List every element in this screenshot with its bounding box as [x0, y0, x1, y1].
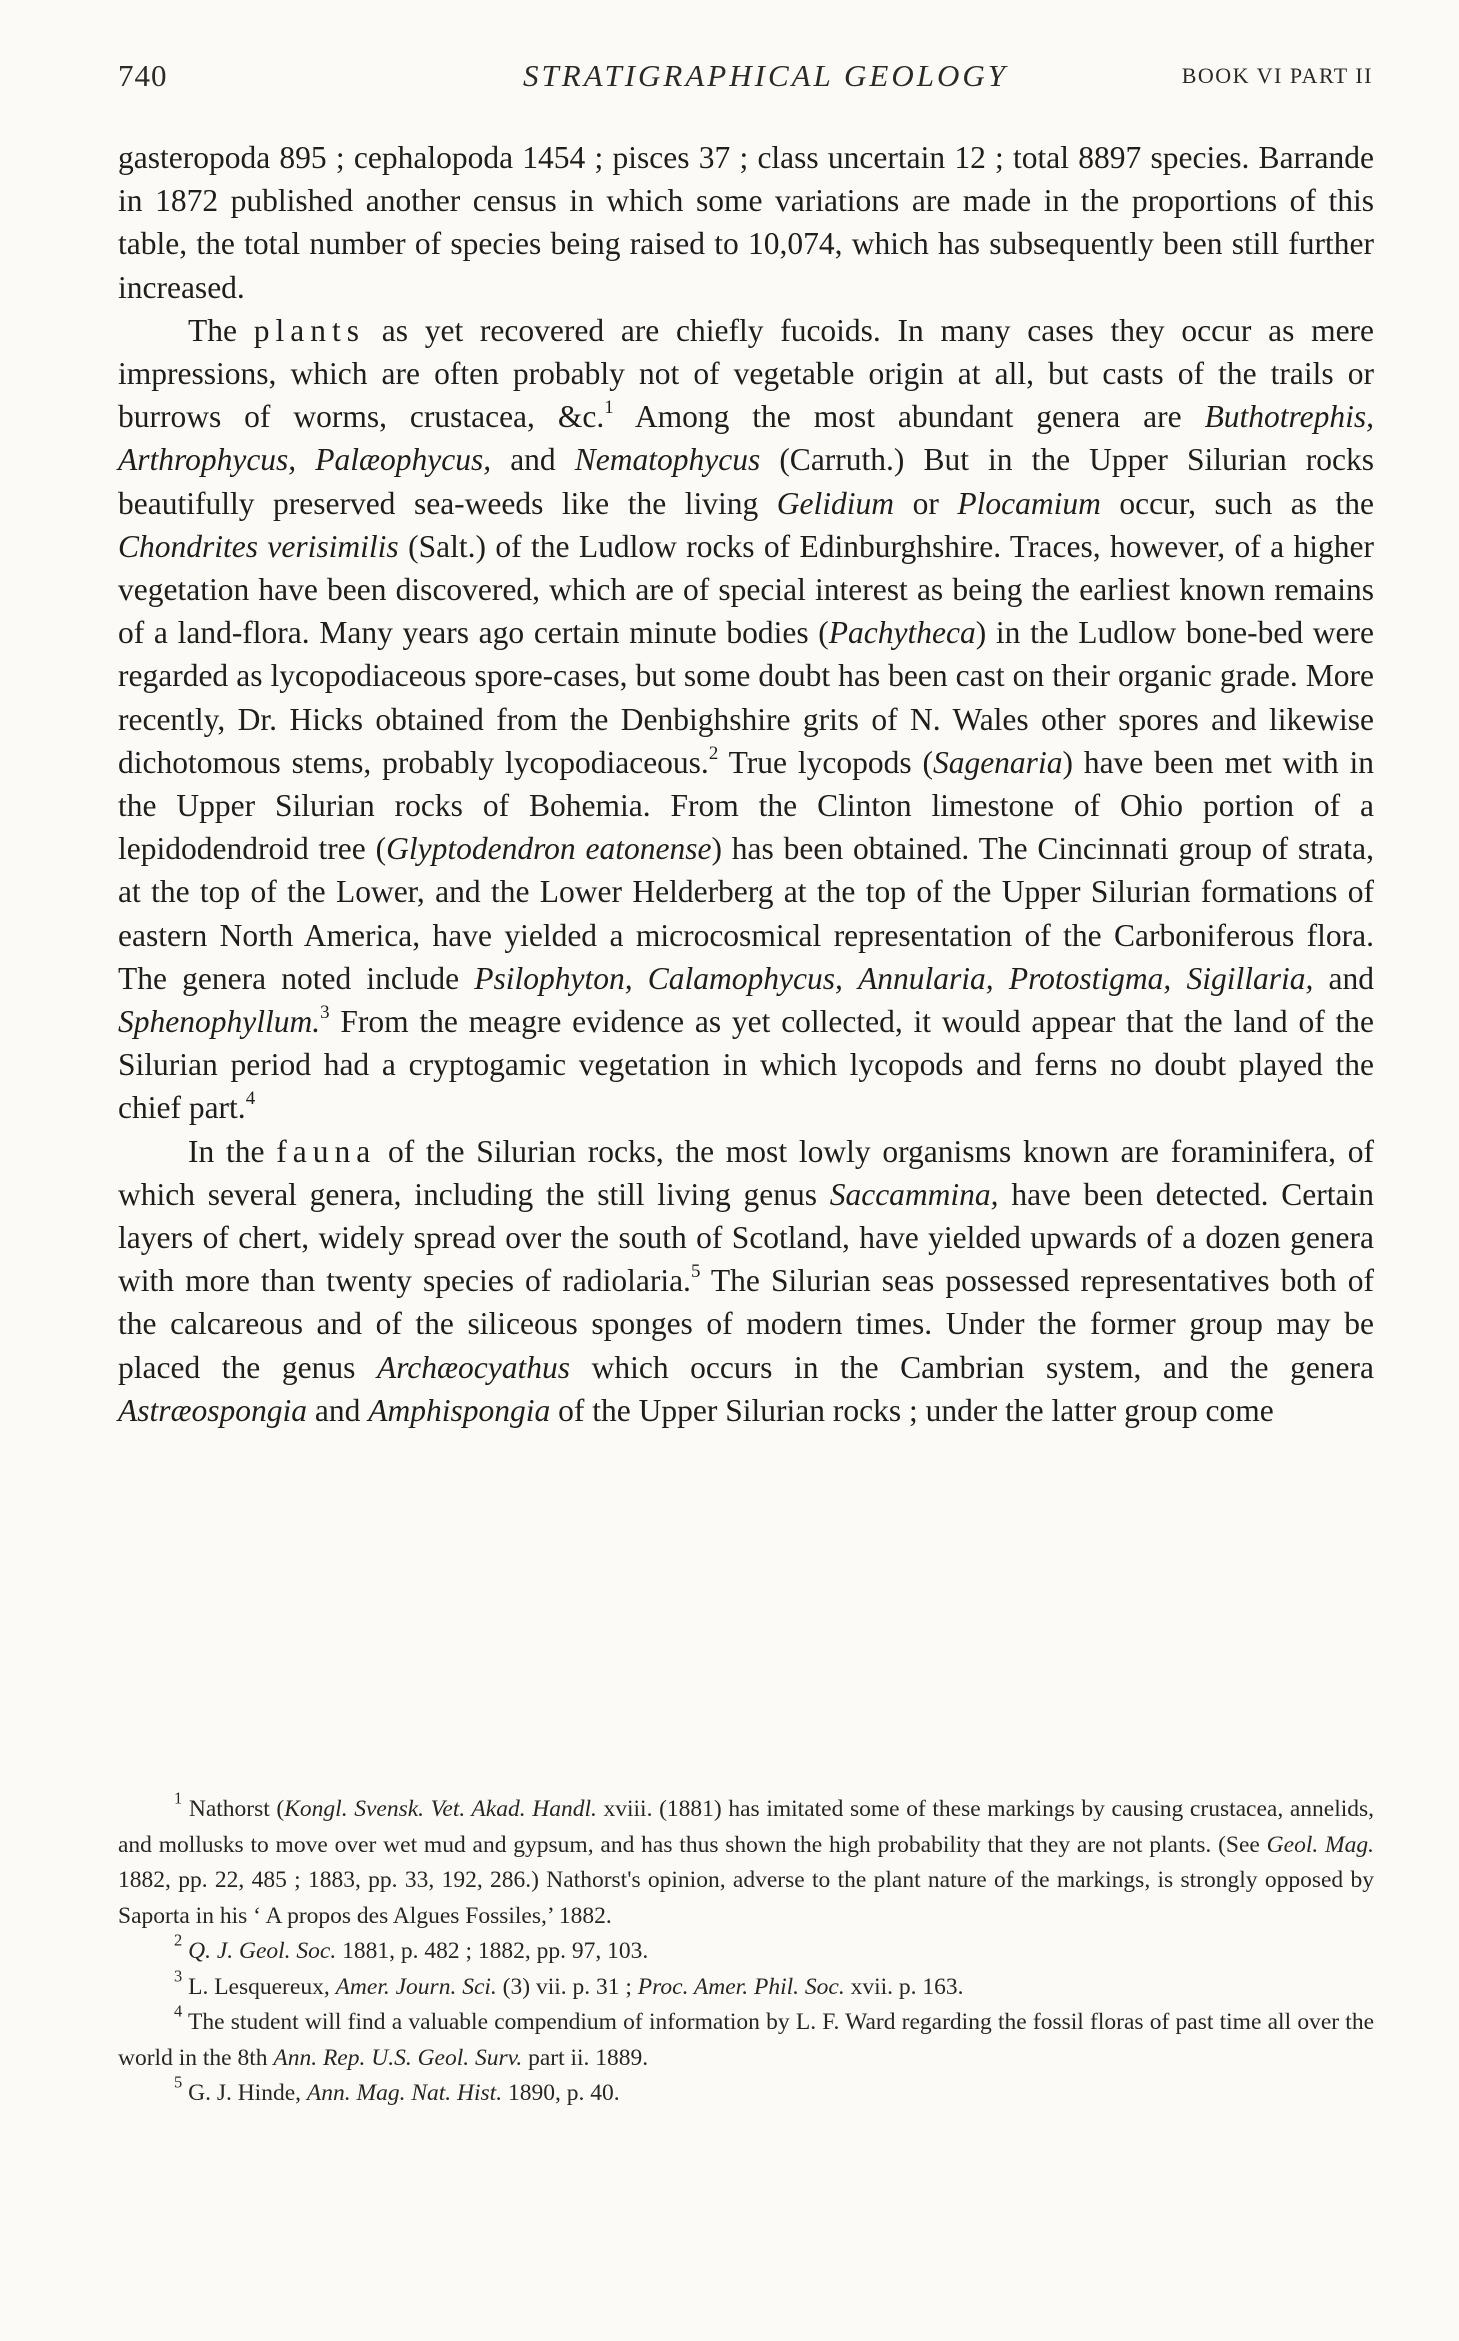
text-run: Nathorst ( — [188, 1796, 285, 1822]
footnote-mark: 2 — [174, 1930, 183, 1950]
genus-name: Arthrophycus, — [118, 442, 297, 478]
text-run: have been detected. Certain layers of chert, widely spread over the south of Scotland, have yielded upwards of a dozen genera with more than twenty species of radiolaria. — [118, 1176, 1375, 1299]
species-name: Glyptodendron eatonense — [386, 831, 712, 867]
citation-title: Ann. Mag. Nat. Hist. — [306, 2080, 503, 2106]
genus-name: Archæocyathus — [376, 1349, 570, 1385]
footnote-ref-2[interactable]: 2 — [708, 742, 719, 764]
text-run: ) in the Ludlow bone-bed were regarded as lycopodiaceous spore-cases, but some doubt has been cast on their organic grade. More recently, Dr. Hicks obtained from the Denbighshire grits of N. Wales other spores and likewise dichotomous stems, probably lycopodiaceous. — [118, 615, 1374, 780]
text-run: which occurs in the Cambrian system, and the genera — [591, 1349, 1374, 1385]
genus-name: Pachytheca — [828, 615, 976, 651]
book-part-label: BOOK VI PART II — [1181, 63, 1373, 88]
footnote-mark: 3 — [174, 1966, 183, 1986]
text-run: 1881, p. 482 ; 1882, pp. 97, 103. — [342, 1938, 649, 1964]
text-run: Among the most abundant genera are — [634, 399, 1182, 435]
text-run: G. J. Hinde, — [188, 2080, 302, 2106]
genus-name: Saccammina, — [829, 1176, 999, 1212]
footnote-4 — [118, 2001, 1375, 2076]
footnote-5 — [118, 2072, 1374, 2112]
running-title: STRATIGRAPHICAL GEOLOGY — [523, 58, 1008, 93]
text-run: In the — [188, 1133, 265, 1169]
footnote-1 — [118, 1788, 1375, 1934]
genus-name: Protostigma, — [1008, 960, 1172, 996]
text-run: part ii. 1889. — [528, 2044, 649, 2071]
paragraph-plants — [118, 309, 1374, 1130]
genus-name: Astræospongia — [118, 1392, 308, 1428]
text-run: occur, such as the — [1119, 485, 1375, 521]
citation-title: Q. J. Geol. Soc. — [188, 1938, 337, 1964]
text-run: 1890, p. 40. — [507, 2080, 620, 2106]
text-run: L. Lesquereux, — [188, 1973, 330, 2000]
text-run: (Salt.) of the Ludlow rocks of Edinburghshire. Traces, however, of a higher vegetation have been discovered, which are of special interest as being the earliest known remains of a land-flora. Many years ago certain minute bodies ( — [118, 528, 1374, 651]
footnote-ref-4[interactable]: 4 — [245, 1088, 256, 1110]
text-run: From the meagre evidence as yet collected, it would appear that the land of the Silurian period had a cryptogamic vegetation in which lycopods and ferns no doubt played the chief part. — [118, 1004, 1374, 1126]
genus-name: Plocamium — [957, 485, 1101, 521]
text-run: xviii. (1881) has imitated some of these markings by causing crustacea, annelids, and mollusks to move over wet mud and gypsum, and has thus shown the high probability that they are not plants. (See — [118, 1796, 1375, 1858]
footnote-ref-1[interactable]: 1 — [604, 397, 614, 419]
text-run: gasteropoda 895 ; cephalopoda 1454 ; pisces 37 ; class uncertain 12 ; total 8897 species. Barrande in 1872 published another census in which some variations are made in the proportions of this table, the total number of species being raised to 10,074, which has subsequently been still further increased. — [118, 140, 1374, 305]
genus-name: Nematophycus — [574, 442, 761, 478]
text-run: (Carruth.) But in the Upper Silurian rocks beautifully preserved sea-weeds like the living — [118, 442, 1375, 521]
footnote-ref-3[interactable]: 3 — [320, 1001, 330, 1023]
paragraph-census — [118, 136, 1374, 309]
citation-title: Amer. Journ. Sci. — [335, 1973, 497, 2000]
text-run: of the Upper Silurian rocks ; under the latter group come — [558, 1392, 1274, 1428]
footnote-2 — [118, 1930, 1374, 1970]
footnotes — [118, 1788, 1375, 2112]
text-run: 1882, pp. 22, 485 ; 1883, pp. 33, 192, 286.) Nathorst's opinion, adverse to the plant nature of the markings, is strongly opposed by Saporta in his ‘ A propos des Algues Fossiles,’ 1882. — [118, 1867, 1374, 1929]
text-run: True lycopods ( — [728, 744, 933, 780]
text-run: of the Silurian rocks, the most lowly organisms known are foraminifera, of which several genera, including the still living genus — [118, 1133, 1375, 1212]
genus-name: Gelidium — [776, 485, 895, 521]
genus-name: Psilophyton, — [474, 960, 633, 996]
text-run: (3) vii. p. 31 ; — [502, 1973, 632, 2000]
text-run: and — [1328, 960, 1374, 996]
footnote-mark: 5 — [174, 2072, 183, 2092]
footnote-mark: 4 — [174, 2001, 183, 2021]
citation-title: Ann. Rep. U.S. Geol. Surv. — [273, 2044, 523, 2071]
keyword-plants: plants — [253, 312, 365, 348]
main-text — [118, 136, 1374, 1432]
text-run: and — [314, 1392, 361, 1428]
text-run: The student will find a valuable compendium of information by L. F. Ward regarding the fossil floras of past time all over the world in the 8th — [118, 2009, 1375, 2071]
text-run: The Silurian seas possessed representatives both of the calcareous and of the siliceous sponges of modern times. Under the former group may be placed the genus — [118, 1263, 1374, 1385]
text-run: ) has been obtained. The Cincinnati group of strata, at the top of the Lower, and the Lower Helderberg at the top of the Upper Silurian formations of eastern North America, have yielded a microcosmical representation of the Carboniferous flora. The genera noted include — [118, 831, 1374, 996]
genus-name: Palæophycus, — [315, 442, 492, 478]
text-run: ) have been met with in the Upper Silurian rocks of Bohemia. From the Clinton limestone of Ohio portion of a lepidodendroid tree ( — [118, 744, 1375, 867]
text-run: and — [510, 442, 556, 478]
text-run: or — [912, 485, 939, 521]
page-header — [118, 58, 1373, 102]
genus-name: Buthotrephis, — [1204, 399, 1375, 435]
text-run: The — [188, 312, 237, 348]
genus-name: Annularia, — [858, 960, 994, 996]
genus-name: Amphispongia — [368, 1392, 551, 1428]
citation-title: Proc. Amer. Phil. Soc. — [637, 1973, 845, 2000]
genus-name: Sagenaria — [932, 744, 1063, 780]
footnote-3 — [118, 1966, 1374, 2006]
citation-title: Kongl. Svensk. Vet. Akad. Handl. — [284, 1796, 597, 1822]
genus-name: Sphenophyllum. — [118, 1004, 321, 1040]
text-run: as yet recovered are chiefly fucoids. In many cases they occur as mere impressions, which are often probably not of vegetable origin at all, but casts of the trails or burrows of worms, crustacea, &c. — [118, 312, 1375, 435]
footnote-mark: 1 — [174, 1788, 183, 1808]
genus-name: Sigillaria, — [1186, 960, 1314, 996]
text-run: xvii. p. 163. — [850, 1973, 964, 2000]
footnote-ref-5[interactable]: 5 — [690, 1261, 701, 1283]
paragraph-fauna — [118, 1130, 1374, 1432]
citation-title: Geol. Mag. — [1266, 1831, 1375, 1858]
page-number: 740 — [118, 58, 168, 93]
genus-name: Calamophycus, — [647, 960, 843, 996]
species-name: Chondrites verisimilis — [118, 528, 399, 564]
keyword-fauna: fauna — [276, 1133, 377, 1169]
